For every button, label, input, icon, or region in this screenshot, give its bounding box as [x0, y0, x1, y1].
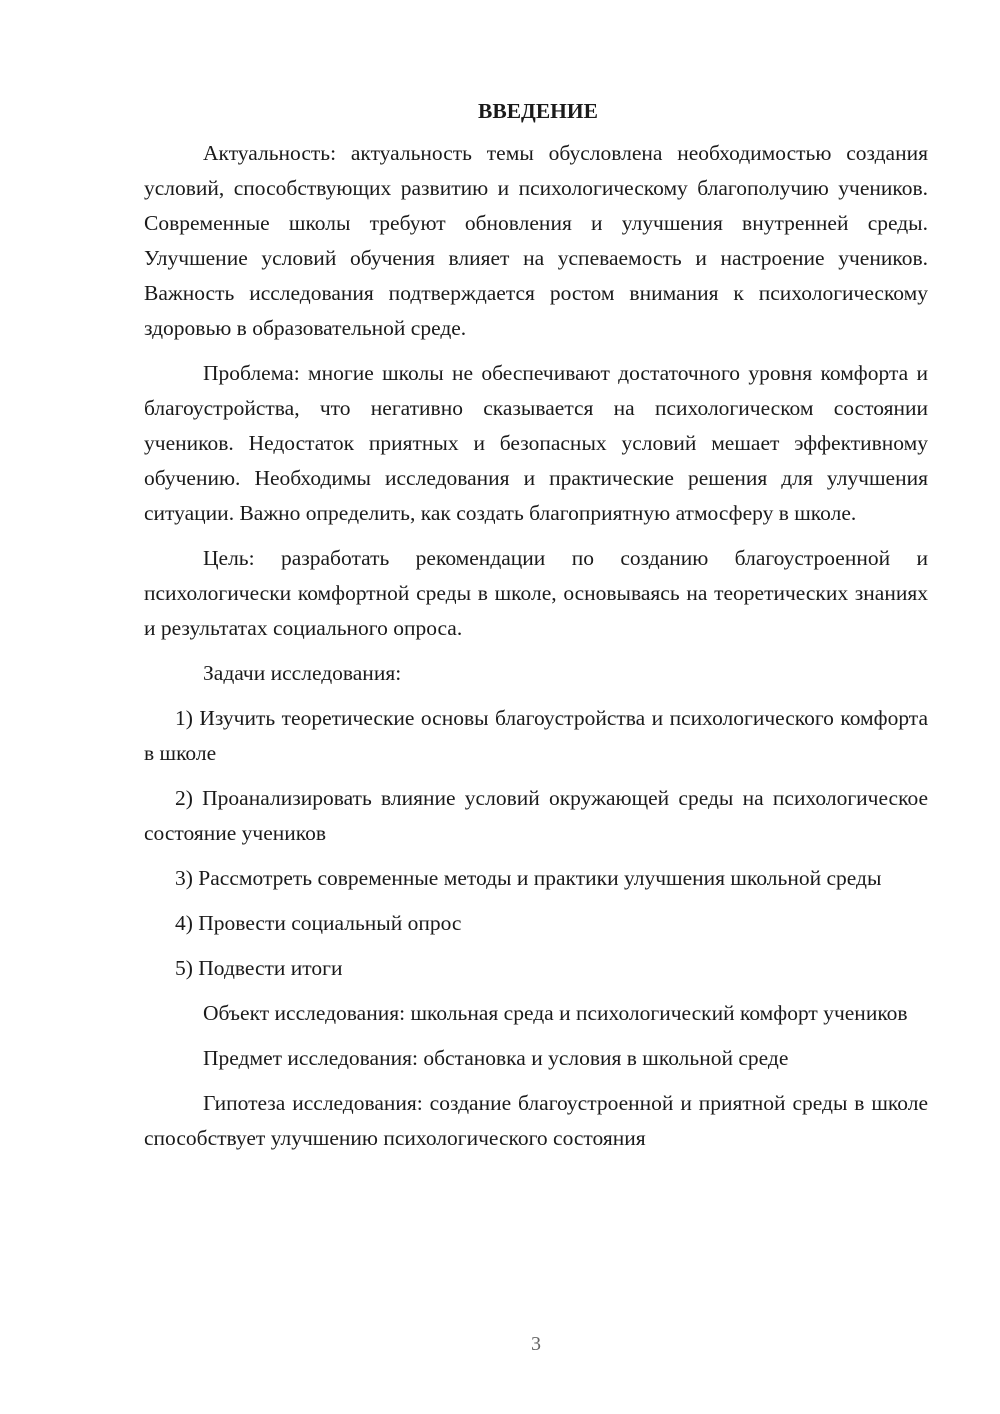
tasks-heading: Задачи исследования: [203, 661, 402, 685]
task-item-5: 5) Подвести итоги [175, 956, 343, 980]
task-item-4: 4) Провести социальный опрос [175, 911, 462, 935]
page-content [144, 94, 928, 1166]
object-paragraph: Объект исследования: школьная среда и психологический комфорт учеников [203, 1001, 908, 1025]
problem-paragraph: Проблема: многие школы не обеспечивают достаточного уровня комфорта и благоустройства, что негативно сказывается на психологическом состоянии учеников. Недостаток приятных и безопасных условий мешает эффективному обучению. Необходимы исследования и практические решения для улучшения ситуации. Важно определить, как создать благоприятную атмосферу в школе. [144, 361, 928, 525]
relevance-paragraph: Актуальность: актуальность темы обусловлена необходимостью создания условий, способствующих развитию и психологическому благополучию учеников. Современные школы требуют обновления и улучшения внутренней среды. Улучшение условий обучения влияет на успеваемость и настроение учеников. Важность исследования подтверждается ростом внимания к психологическому здоровью в образовательной среде. [144, 141, 928, 340]
subject-paragraph: Предмет исследования: обстановка и условия в школьной среде [203, 1046, 789, 1070]
task-item-1: 1) Изучить теоретические основы благоустройства и психологического комфорта в школе [144, 706, 928, 765]
page-title: ВВЕДЕНИЕ [478, 99, 598, 123]
goal-paragraph: Цель: разработать рекомендации по созданию благоустроенной и психологически комфортной среды в школе, основываясь на теоретических знаниях и результатах социального опроса. [144, 546, 928, 640]
task-item-2: 2) Проанализировать влияние условий окружающей среды на психологическое состояние учеников [144, 786, 928, 845]
task-item-3: 3) Рассмотреть современные методы и практики улучшения школьной среды [175, 866, 882, 890]
page-number: 3 [531, 1333, 541, 1355]
hypothesis-paragraph: Гипотеза исследования: создание благоустроенной и приятной среды в школе способствует улучшению психологического состояния [144, 1091, 928, 1150]
